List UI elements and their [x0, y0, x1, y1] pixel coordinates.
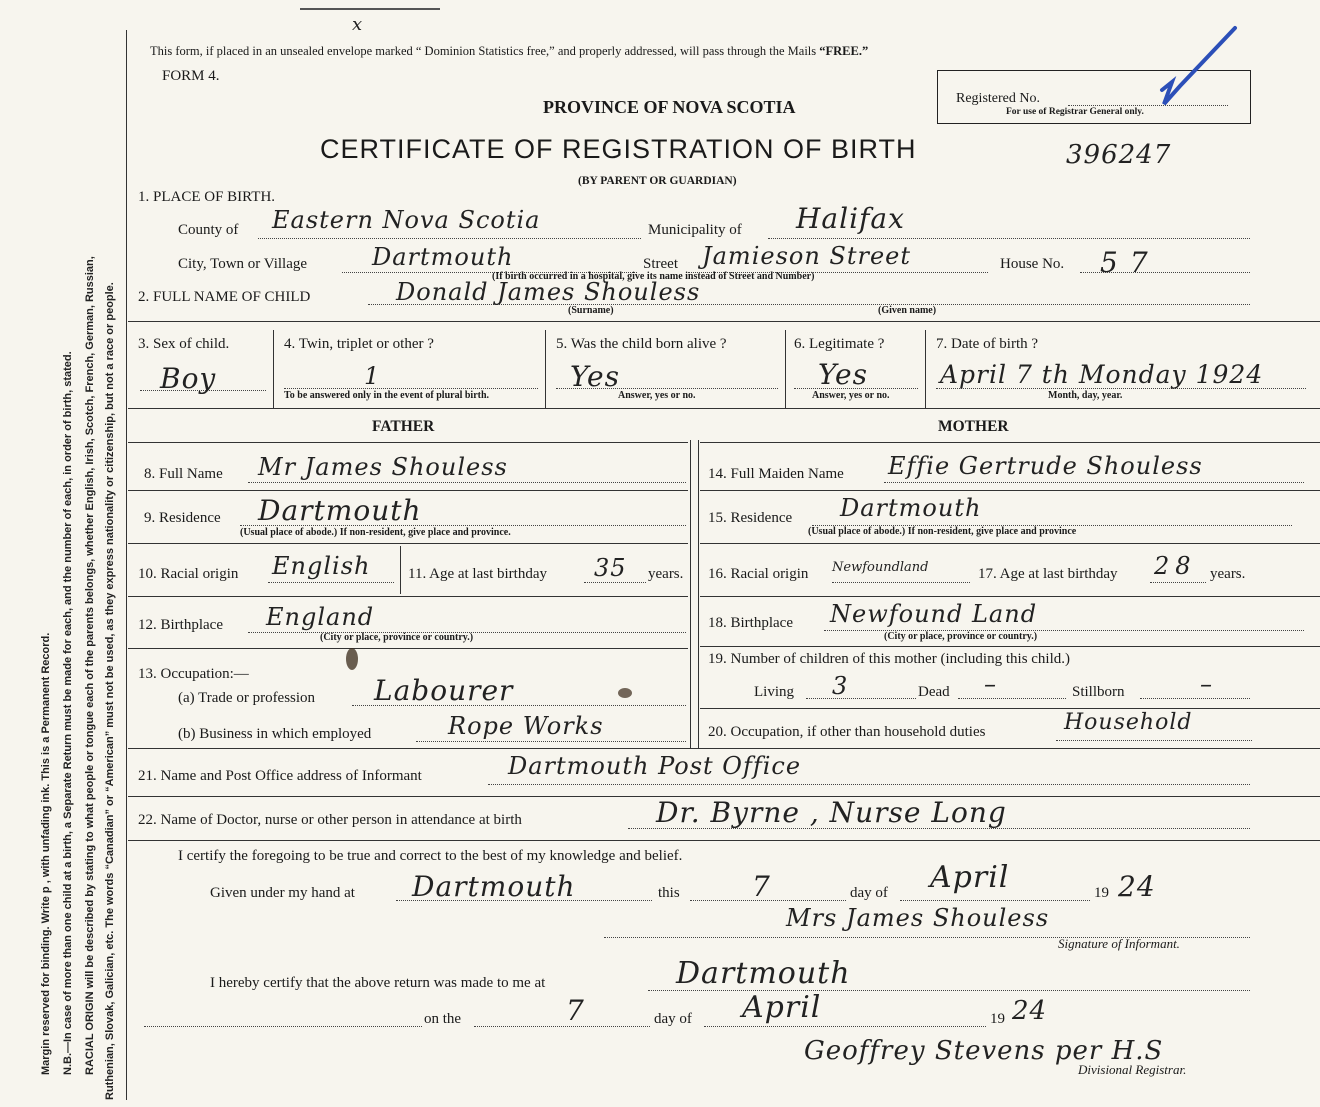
sex-label: 3. Sex of child.	[138, 336, 230, 352]
informant-value: Dartmouth Post Office	[508, 752, 802, 780]
margin-note-4: Ruthenian, Slovak, Galician, etc. The words “Canadian” or “American” must not be used, as they express nationality or citizenship, but not a race or people.	[104, 282, 116, 1100]
municipality-value: Halifax	[796, 202, 905, 235]
margin-note-3: RACIAL ORIGIN will be described by stating to what people or tongue each of the parents belongs, whether English, Irish, Scotch, French, German, Russian,	[84, 256, 96, 1075]
father-age-line	[584, 582, 646, 583]
stillborn-label: Stillborn	[1072, 684, 1125, 700]
registrar-month-line	[704, 1026, 986, 1027]
given-year-suffix: 24	[1118, 870, 1156, 903]
dob-value: April 7 th Monday 1924	[940, 360, 1264, 389]
street-label: Street	[643, 256, 678, 272]
registrar-onthe-pre-line	[144, 1026, 422, 1027]
margin-note-2: N.B.—In case of more than one child at a birth, a Separate Return must be made for each, and the number of each, in order of birth, stated.	[62, 351, 74, 1075]
mother-rule-2	[700, 543, 1320, 544]
hospital-note: (If birth occurred in a hospital, give its name instead of Street and Number)	[492, 271, 815, 282]
informant-signature-label: Signature of Informant.	[1058, 936, 1180, 951]
child-name-value: Donald James Shouless	[396, 278, 701, 306]
parents-divider	[690, 440, 691, 748]
rule-before-parents	[128, 408, 1320, 409]
father-residence-note: (Usual place of abode.) If non-resident, give place and province.	[240, 527, 511, 538]
mother-name-value: Effie Gertrude Shouless	[888, 452, 1203, 480]
col-div-3	[785, 330, 786, 408]
province-heading: PROVINCE OF NOVA SCOTIA	[543, 97, 796, 117]
father-racial-label: 10. Racial origin	[138, 566, 239, 582]
registrar-day-line	[474, 1026, 650, 1027]
parents-divider-2	[698, 440, 699, 748]
dob-note: Month, day, year.	[1048, 390, 1123, 401]
father-heading: FATHER	[372, 418, 435, 435]
father-racial-div	[400, 546, 401, 594]
city-label: City, Town or Village	[178, 256, 308, 272]
father-age-unit: years.	[648, 566, 684, 582]
rule-after-22	[128, 840, 1320, 841]
mother-name-line	[884, 482, 1304, 483]
given-day-value: 7	[752, 870, 771, 903]
mail-notice: This form, if placed in an unsealed envelope marked “ Dominion Statistics free,” and properly addressed, will pass through the Mails “FREE.”	[150, 44, 869, 58]
mother-birthplace-value: Newfound Land	[830, 600, 1038, 628]
children-count-label: 19. Number of children of this mother (including this child.)	[708, 651, 1071, 667]
attendant-value: Dr. Byrne , Nurse Long	[656, 796, 1007, 829]
certificate-subtitle: (BY PARENT OR GUARDIAN)	[578, 175, 737, 187]
legitimate-note: Answer, yes or no.	[812, 390, 890, 401]
dead-label: Dead	[918, 684, 950, 700]
col-div-4	[925, 330, 926, 408]
registrar-day-value: 7	[566, 994, 585, 1027]
dob-label: 7. Date of birth ?	[936, 336, 1039, 352]
form-number: FORM 4.	[162, 68, 220, 84]
father-birthplace-label: 12. Birthplace	[138, 617, 223, 633]
mother-rule-5	[700, 708, 1320, 709]
father-age-label: 11. Age at last birthday	[408, 566, 547, 582]
onthe-label: on the	[424, 1011, 462, 1027]
mother-rule-4	[700, 646, 1320, 647]
mother-residence-value: Dartmouth	[840, 494, 982, 522]
born-alive-note: Answer, yes or no.	[618, 390, 696, 401]
blue-check-mark	[1150, 24, 1240, 114]
top-scribble: x	[352, 14, 364, 35]
occupation-label: 13. Occupation:—	[138, 666, 249, 682]
registered-no-label: Registered No.	[956, 91, 1040, 106]
county-value: Eastern Nova Scotia	[272, 206, 541, 234]
father-birthplace-value: England	[266, 603, 375, 631]
born-alive-label: 5. Was the child born alive ?	[556, 336, 727, 352]
registrar-signature: Geoffrey Stevens per H.S	[804, 1036, 1164, 1066]
father-racial-value: English	[272, 552, 371, 580]
street-value: Jamieson Street	[702, 242, 912, 270]
father-age-value: 35	[594, 554, 627, 582]
father-name-value: Mr James Shouless	[258, 453, 508, 481]
father-heading-rule	[128, 442, 688, 443]
divisional-registrar-label: Divisional Registrar.	[1078, 1062, 1187, 1077]
municipality-label: Municipality of	[648, 222, 742, 238]
trade-label: (a) Trade or profession	[178, 690, 316, 706]
certify-text: I certify the foregoing to be true and correct to the best of my knowledge and belief.	[178, 848, 683, 864]
father-racial-line	[268, 582, 394, 583]
given-place-value: Dartmouth	[412, 870, 576, 903]
registrar-month-value: April	[742, 990, 822, 1025]
born-alive-value: Yes	[570, 360, 620, 393]
mother-heading: MOTHER	[938, 418, 1009, 435]
county-label: County of	[178, 222, 239, 238]
mother-racial-value: Newfoundland	[832, 560, 929, 575]
twin-note: To be answered only in the event of plural birth.	[284, 390, 490, 401]
given-month-value: April	[930, 860, 1010, 895]
mother-racial-label: 16. Racial origin	[708, 566, 809, 582]
twin-value: 1	[364, 362, 381, 390]
father-rule-1	[128, 490, 688, 491]
father-name-label: 8. Full Name	[144, 466, 223, 482]
father-name-line	[248, 482, 686, 483]
given-dayof-label: day of	[850, 885, 888, 901]
municipality-line	[768, 238, 1250, 239]
father-rule-4	[128, 648, 688, 649]
registrar-year-prefix: 19	[990, 1011, 1005, 1027]
sex-value: Boy	[160, 362, 217, 395]
mother-residence-label: 15. Residence	[708, 510, 793, 526]
registration-number: 396247	[1066, 140, 1172, 170]
registrar-dayof-label: day of	[654, 1011, 692, 1027]
mother-age-line	[1150, 582, 1206, 583]
mother-racial-line	[832, 582, 970, 583]
dead-line	[958, 698, 1066, 699]
father-birthplace-note: (City or place, province or country.)	[320, 632, 474, 643]
col-div-2	[545, 330, 546, 408]
dead-value: –	[984, 670, 997, 698]
business-value: Rope Works	[448, 712, 604, 740]
child-name-label: 2. FULL NAME OF CHILD	[138, 289, 311, 305]
rule-after-name	[128, 321, 1320, 322]
binding-margin-line	[126, 30, 127, 1100]
legitimate-label: 6. Legitimate ?	[794, 336, 885, 352]
father-rule-2	[128, 543, 688, 544]
legitimate-value: Yes	[818, 358, 868, 391]
ink-blot-1	[346, 648, 358, 670]
mother-occupation-line	[1056, 740, 1252, 741]
stillborn-value: –	[1200, 670, 1213, 698]
col-div-1	[273, 330, 274, 408]
informant-signature: Mrs James Shouless	[786, 904, 1050, 932]
informant-label: 21. Name and Post Office address of Informant	[138, 768, 422, 784]
registrar-year-suffix: 24	[1012, 996, 1048, 1026]
twin-label: 4. Twin, triplet or other ?	[284, 336, 434, 352]
mother-age-value: 28	[1154, 552, 1197, 580]
mother-occupation-label: 20. Occupation, if other than household duties	[708, 724, 986, 740]
father-rule-3	[128, 596, 688, 597]
ink-blot-2	[618, 688, 632, 698]
business-label: (b) Business in which employed	[178, 726, 372, 742]
mother-heading-rule	[700, 442, 1320, 443]
informant-line	[488, 784, 1250, 785]
mother-name-label: 14. Full Maiden Name	[708, 466, 844, 482]
house-no-label: House No.	[1000, 256, 1065, 272]
place-of-birth-heading: 1. PLACE OF BIRTH.	[138, 189, 276, 205]
mother-birthplace-note: (City or place, province or country.)	[884, 631, 1038, 642]
mother-rule-3	[700, 596, 1320, 597]
twin-line	[284, 388, 538, 389]
rule-after-parents	[128, 748, 1320, 749]
given-name-note: (Given name)	[878, 305, 937, 316]
mother-residence-note: (Usual place of abode.) If non-resident, give place and province	[808, 526, 1077, 537]
registrar-certify-text: I hereby certify that the above return was made to me at	[210, 975, 546, 991]
given-year-prefix: 19	[1094, 885, 1109, 901]
given-under-label: Given under my hand at	[210, 885, 355, 901]
county-line	[258, 238, 641, 239]
top-scribble-line	[300, 8, 440, 10]
surname-note: (Surname)	[568, 305, 614, 316]
this-label: this	[658, 885, 680, 901]
mother-age-label: 17. Age at last birthday	[978, 566, 1118, 582]
living-label: Living	[754, 684, 794, 700]
living-value: 3	[832, 672, 849, 700]
father-residence-value: Dartmouth	[258, 494, 422, 527]
father-residence-label: 9. Residence	[144, 510, 221, 526]
attendant-label: 22. Name of Doctor, nurse or other person in attendance at birth	[138, 812, 522, 828]
given-month-line	[900, 900, 1090, 901]
mother-age-unit: years.	[1210, 566, 1246, 582]
mother-rule-1	[700, 490, 1320, 491]
mail-free: “FREE.”	[819, 44, 869, 58]
stillborn-line	[1140, 698, 1250, 699]
mother-occupation-value: Household	[1064, 710, 1193, 735]
house-no-value: 57	[1100, 246, 1160, 279]
trade-value: Labourer	[374, 674, 514, 707]
business-line	[416, 741, 686, 742]
certificate-title: CERTIFICATE OF REGISTRATION OF BIRTH	[320, 134, 917, 164]
living-line	[806, 698, 916, 699]
registrar-use-note: For use of Registrar General only.	[1006, 107, 1144, 117]
city-value: Dartmouth	[372, 243, 514, 271]
mother-birthplace-label: 18. Birthplace	[708, 615, 793, 631]
registrar-place-value: Dartmouth	[676, 956, 851, 991]
margin-note-1: Margin reserved for binding. Write p , with unfading ink. This is a Permanent Record.	[40, 632, 52, 1075]
